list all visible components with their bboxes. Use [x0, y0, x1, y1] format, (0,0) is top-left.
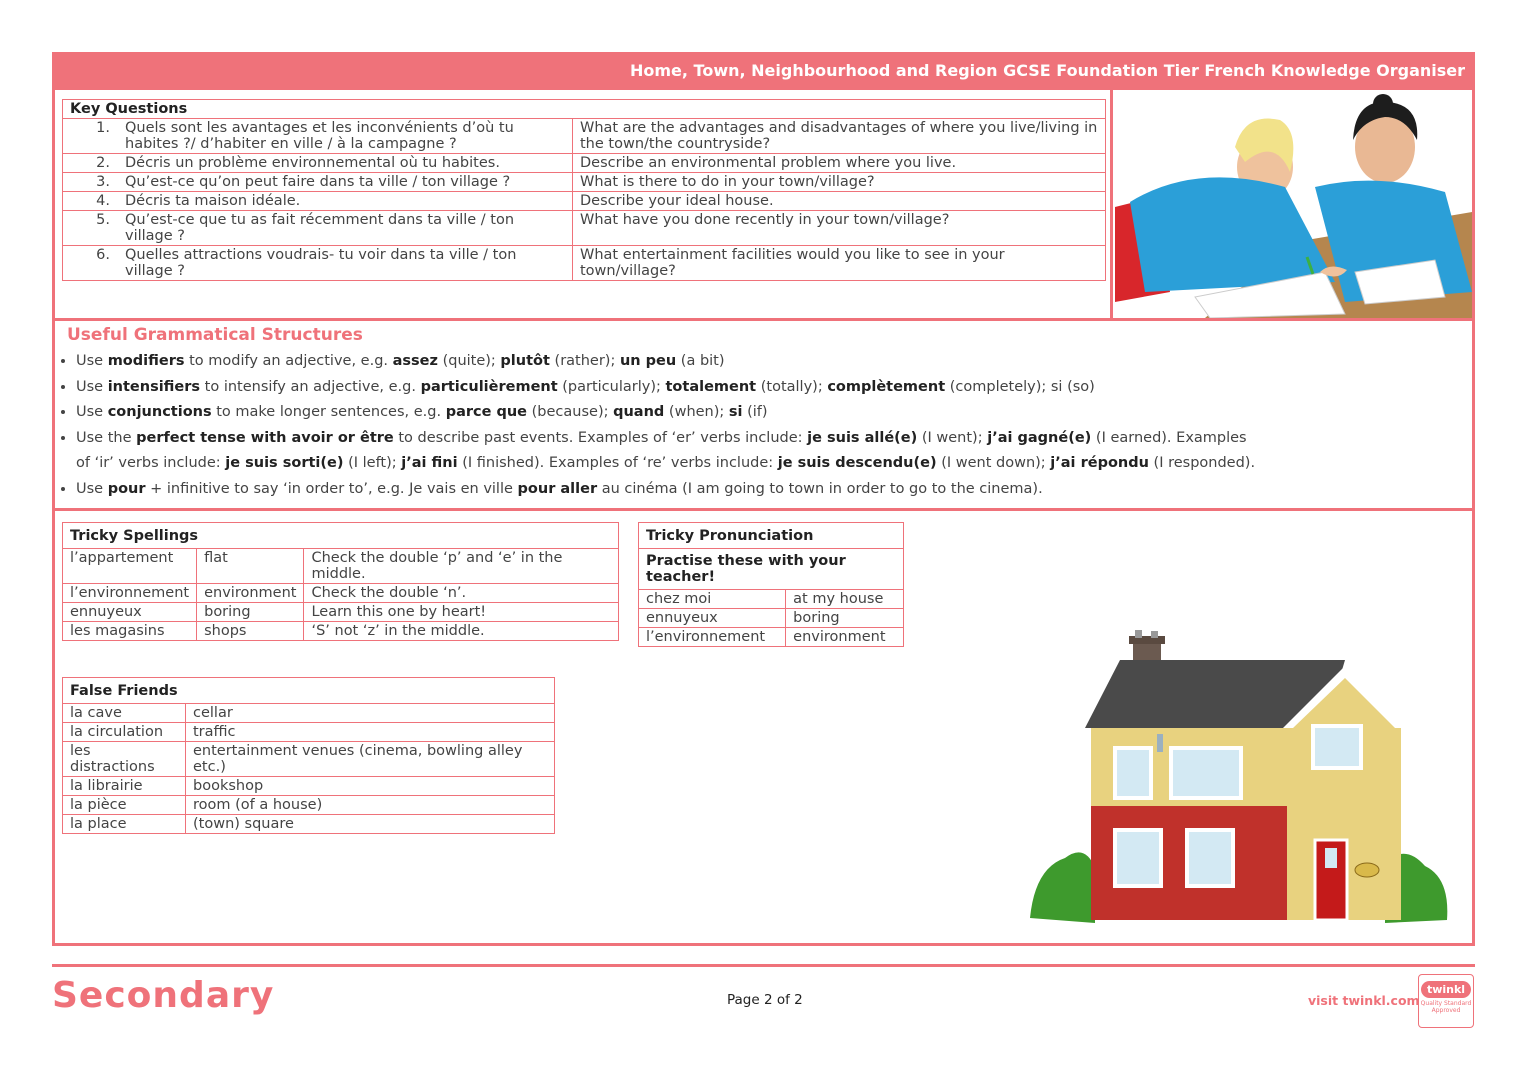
- list-item: • Use pour + infinitive to say ‘in order to’, e.g. Je vais en ville pour aller au cinéma (I am going to town in order to go to the cinema).: [76, 477, 1256, 503]
- table-row: l’environnement environment Check the double ‘n’.: [63, 584, 619, 603]
- tricky-pronunciation-subtitle: Practise these with your teacher!: [639, 549, 904, 590]
- list-item: • Use intensifiers to intensify an adjective, e.g. particulièrement (particularly); totalement (totally); complètement (completely); si (so): [76, 375, 1256, 401]
- grammar-title: Useful Grammatical Structures: [67, 325, 363, 345]
- tricky-spellings-table: [62, 522, 619, 641]
- tricky-pronunciation-title: Tricky Pronunciation: [639, 523, 904, 549]
- key-questions-table: [62, 99, 1106, 281]
- false-friends-table: [62, 677, 555, 834]
- table-row: 4. Décris ta maison idéale. Describe your ideal house.: [63, 192, 1106, 211]
- quality-standard-label: Quality Standard Approved: [1420, 1000, 1472, 1014]
- table-row: les distractions entertainment venues (cinema, bowling alley etc.): [63, 742, 555, 777]
- twinkl-badge: [1418, 974, 1474, 1028]
- tricky-pronunciation-table: [638, 522, 904, 647]
- page-title: Home, Town, Neighbourhood and Region GCSE Foundation Tier French Knowledge Organiser: [52, 52, 1475, 90]
- grammar-list: [60, 349, 1256, 502]
- secondary-logo: Secondary: [52, 975, 275, 1016]
- table-row: l’environnement environment: [639, 628, 904, 647]
- list-item: • Use the perfect tense with avoir or être to describe past events. Examples of ‘er’ verbs include: je suis allé(e) (I went); j’ai gagné(e) (I earned). Examples of ‘ir’ verbs include: je suis sorti(e) (I left); j’ai fini (I finished). Examples of ‘re’ verbs include: je suis descendu(e) (I went down); j’ai répondu (I responded).: [76, 426, 1256, 477]
- table-row: les magasins shops ‘S’ not ‘z’ in the middle.: [63, 622, 619, 641]
- table-row: l’appartement flat Check the double ‘p’ and ‘e’ in the middle.: [63, 549, 619, 584]
- table-row: 2. Décris un problème environnemental où tu habites. Describe an environmental problem where you live.: [63, 154, 1106, 173]
- table-row: ennuyeux boring Learn this one by heart!: [63, 603, 619, 622]
- footer-divider: [52, 964, 1475, 967]
- page-number: Page 2 of 2: [727, 992, 803, 1008]
- table-row: 1. Quels sont les avantages et les inconvénients d’où tu habites ?/ d’habiter en ville / à la campagne ? What are the advantages and disadvantages of where you live/living in the town/the countryside?: [63, 119, 1106, 154]
- tricky-spellings-title: Tricky Spellings: [63, 523, 619, 549]
- table-row: la librairie bookshop: [63, 777, 555, 796]
- table-row: la circulation traffic: [63, 723, 555, 742]
- table-row: chez moi at my house: [639, 590, 904, 609]
- table-row: 3. Qu’est-ce qu’on peut faire dans ta ville / ton village ? What is there to do in your town/village?: [63, 173, 1106, 192]
- table-row: 5. Qu’est-ce que tu as fait récemment dans ta ville / ton village ? What have you done recently in your town/village?: [63, 211, 1106, 246]
- house-illustration: [1025, 628, 1455, 926]
- list-item: • Use conjunctions to make longer sentences, e.g. parce que (because); quand (when); si (if): [76, 400, 1256, 426]
- table-row: ennuyeux boring: [639, 609, 904, 628]
- section-divider: [52, 508, 1475, 511]
- false-friends-title: False Friends: [63, 678, 555, 704]
- table-row: la pièce room (of a house): [63, 796, 555, 815]
- key-questions-title: Key Questions: [63, 100, 1106, 119]
- column-divider: [1110, 90, 1113, 320]
- table-row: 6. Quelles attractions voudrais- tu voir dans ta ville / ton village ? What entertainment facilities would you like to see in your town/village?: [63, 246, 1106, 281]
- twinkl-logo: twinkl: [1421, 981, 1471, 998]
- list-item: • Use modifiers to modify an adjective, e.g. assez (quite); plutôt (rather); un peu (a bit): [76, 349, 1256, 375]
- visit-link[interactable]: visit twinkl.com: [1308, 993, 1420, 1008]
- table-row: la place (town) square: [63, 815, 555, 834]
- table-row: la cave cellar: [63, 704, 555, 723]
- students-illustration: [1115, 92, 1472, 318]
- section-divider: [52, 318, 1475, 321]
